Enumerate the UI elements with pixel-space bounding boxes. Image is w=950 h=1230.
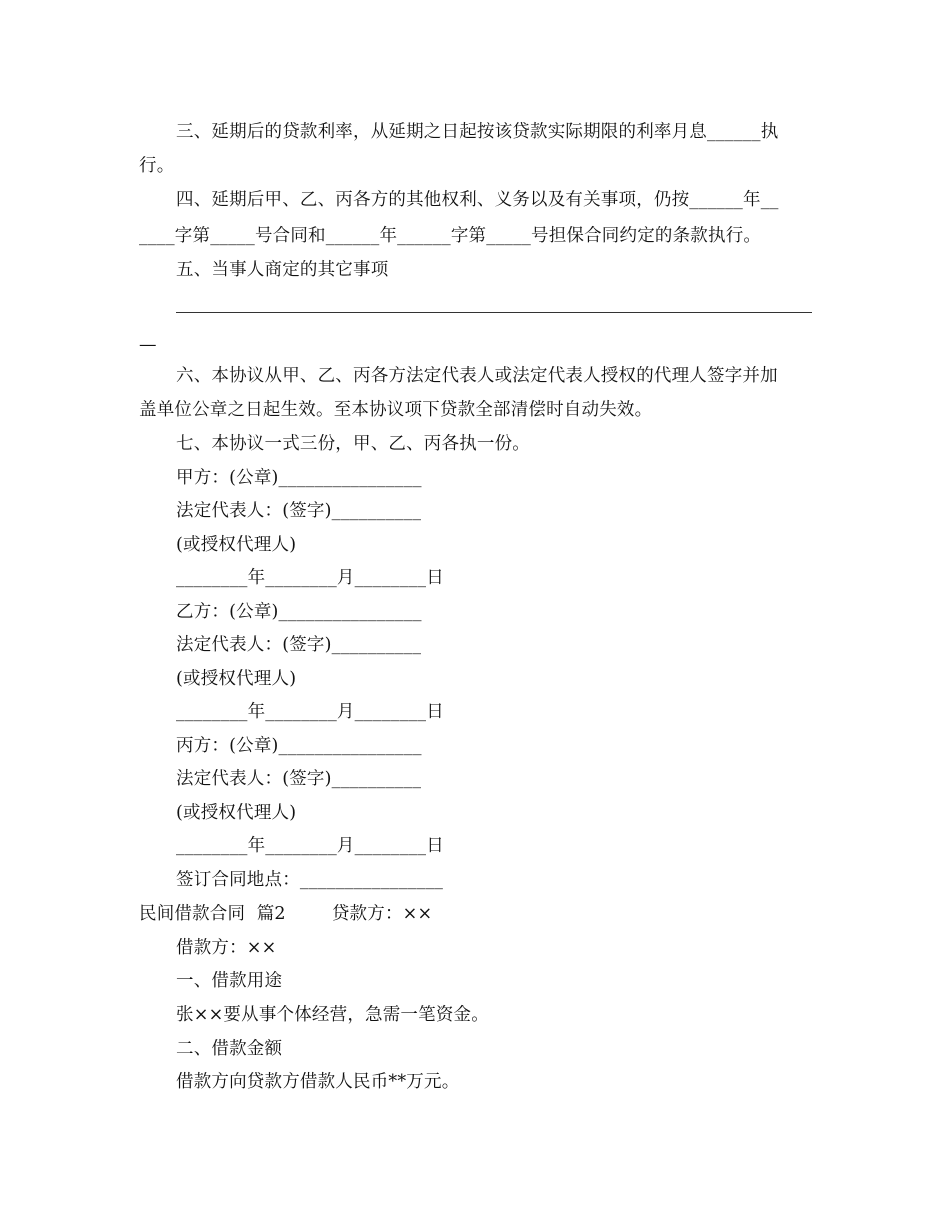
- borrower: 借款方：××: [176, 938, 277, 958]
- clause-4-line-1: 四、延期后甲、乙、丙各方的其他权利、义务以及有关事项，仍按______年__: [176, 190, 779, 210]
- loan-amount-text: 借款方向贷款方借款人民币**万元。: [176, 1072, 460, 1092]
- party-b-rep: 法定代表人：(签字)__________: [176, 635, 422, 655]
- clause-7: 七、本协议一式三份，甲、乙、丙各执一份。: [176, 434, 530, 454]
- party-b-date: ________年________月________日: [176, 702, 444, 722]
- party-b-agent: (或授权代理人): [176, 669, 297, 689]
- clause-6-line-2: 盖单位公章之日起生效。至本协议项下贷款全部清偿时自动失效。: [139, 400, 653, 420]
- clause-4-line-2: ____字第_____号合同和______年______字第_____号担保合同约定的条款执行。: [139, 226, 762, 246]
- party-a-date: ________年________月________日: [176, 568, 444, 588]
- party-c-rep: 法定代表人：(签字)__________: [176, 769, 422, 789]
- party-c-date: ________年________月________日: [176, 836, 444, 856]
- signing-place: 签订合同地点：________________: [176, 870, 444, 890]
- loan-amount-heading: 二、借款金额: [176, 1039, 283, 1059]
- party-a-agent: (或授权代理人): [176, 535, 297, 555]
- party-a-seal: 甲方：(公章)________________: [176, 468, 422, 488]
- clause-5-heading: 五、当事人商定的其它事项: [176, 260, 389, 280]
- section-title-loan-contract-2: 民间借款合同 篇2 贷款方：××: [139, 904, 433, 924]
- party-c-agent: (或授权代理人): [176, 803, 297, 823]
- loan-purpose-text: 张××要从事个体经营，急需一笔资金。: [176, 1005, 489, 1025]
- party-c-seal: 丙方：(公章)________________: [176, 736, 422, 756]
- blank-line: [176, 312, 812, 313]
- loan-purpose-heading: 一、借款用途: [176, 971, 283, 991]
- clause-6-line-1: 六、本协议从甲、乙、丙各方法定代表人或法定代表人授权的代理人签字并加: [176, 366, 778, 386]
- clause-3-line-1: 三、延期后的贷款利率，从延期之日起按该贷款实际期限的利率月息______执: [176, 122, 779, 142]
- party-b-seal: 乙方：(公章)________________: [176, 602, 422, 622]
- party-a-rep: 法定代表人：(签字)__________: [176, 501, 422, 521]
- clause-3-line-2: 行。: [139, 156, 175, 176]
- clause-5-dash: —: [139, 335, 157, 355]
